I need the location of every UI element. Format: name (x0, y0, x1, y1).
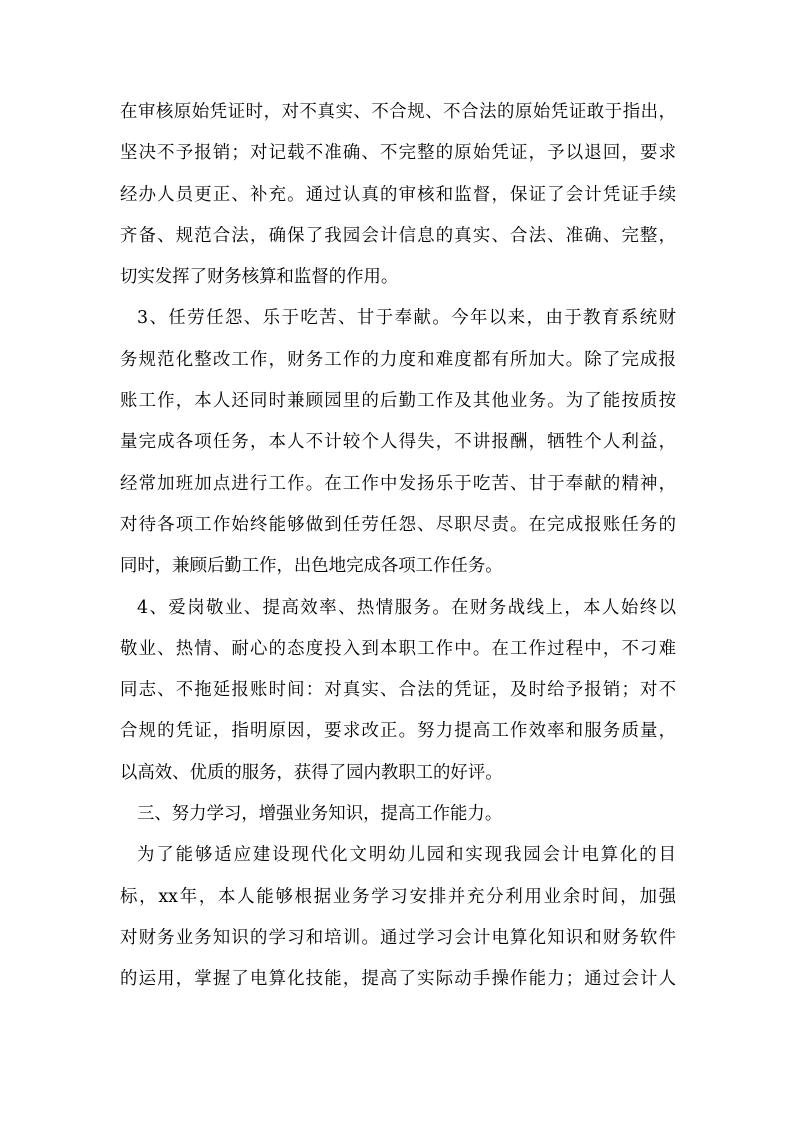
paragraph-voucher-review (120, 92, 676, 298)
text-line: 同时，兼顾后勤工作，出色地完成各项工作任务。 (120, 556, 503, 577)
text-line: 量完成各项任务，本人不计较个人得失，不讲报酬，牺牲个人利益， (120, 432, 676, 453)
paragraph-item-4 (120, 588, 676, 794)
paragraph-item-3 (120, 298, 676, 587)
text-line: 的运用，掌握了电算化技能，提高了实际动手操作能力；通过会计人 (120, 969, 676, 990)
text-line: 同志、不拖延报账时间：对真实、合法的凭证，及时给予报销；对不 (120, 680, 676, 701)
text-line: 切实发挥了财务核算和监督的作用。 (120, 267, 399, 288)
text-line: 坚决不予报销；对记载不准确、不完整的原始凭证，予以退回，要求 (120, 143, 676, 164)
text-line: 合规的凭证，指明原因，要求改正。努力提高工作效率和服务质量， (120, 721, 676, 742)
text-line: 4、爱岗敬业、提高效率、热情服务。在财务战线上，本人始终以 (137, 597, 676, 618)
text-line: 敬业、热情、耐心的态度投入到本职工作中。在工作过程中，不刁难 (120, 638, 676, 659)
text-line: 3、任劳任怨、乐于吃苦、甘于奉献。今年以来，由于教育系统财 (137, 308, 676, 329)
text-line: 对财务业务知识的学习和培训。通过学习会计电算化知识和财务软件 (120, 927, 676, 948)
heading-line: 三、努力学习，增强业务知识，提高工作能力。 (137, 804, 503, 825)
text-line: 务规范化整改工作，财务工作的力度和难度都有所加大。除了完成报 (120, 349, 676, 370)
text-line: 在审核原始凭证时，对不真实、不合规、不合法的原始凭证敢于指出， (120, 102, 676, 122)
section-heading-3 (120, 794, 676, 835)
text-line: 账工作，本人还同时兼顾园里的后勤工作及其他业务。为了能按质按 (120, 391, 676, 412)
text-line: 经办人员更正、补充。通过认真的审核和监督，保证了会计凭证手续 (120, 184, 676, 205)
text-line: 对待各项工作始终能够做到任劳任怨、尽职尽责。在完成报账任务的 (120, 514, 676, 535)
text-line: 以高效、优质的服务，获得了园内教职工的好评。 (120, 762, 503, 783)
text-line: 经常加班加点进行工作。在工作中发扬乐于吃苦、甘于奉献的精神， (120, 473, 676, 494)
text-line: 标，xx年，本人能够根据业务学习安排并充分利用业余时间，加强 (120, 886, 676, 907)
paragraph-study (120, 835, 676, 1000)
text-line: 为了能够适应建设现代化文明幼儿园和实现我园会计电算化的目 (137, 845, 676, 866)
text-line: 齐备、规范合法，确保了我园会计信息的真实、合法、准确、完整， (120, 225, 676, 246)
document-page (120, 92, 676, 1001)
